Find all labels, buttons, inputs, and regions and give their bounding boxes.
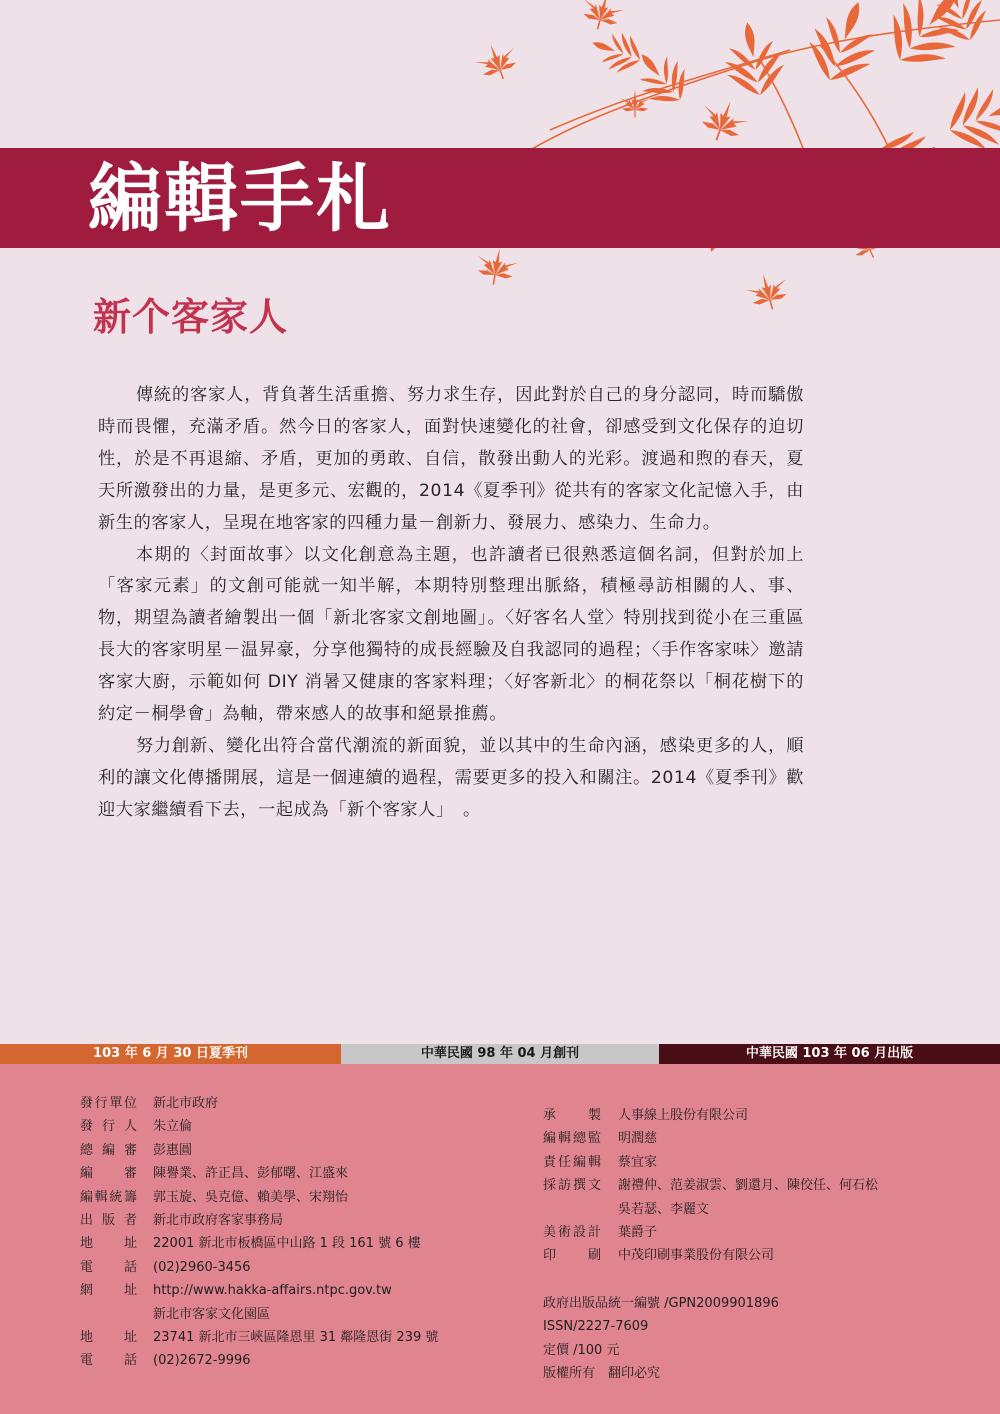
credits-left-column (80, 1092, 438, 1373)
founded-date: 中華民國 98 年 04 月創刊 (341, 1044, 659, 1064)
credit-value: 人事線上股份有限公司 (618, 1108, 749, 1123)
credit-label (80, 1303, 137, 1326)
credit-row (543, 1151, 878, 1174)
publication-info (543, 1292, 878, 1386)
credit-value: 蔡宜家 (618, 1154, 658, 1170)
copyright-notice: 版權所有 翻印必究 (543, 1366, 661, 1382)
credit-row (80, 1279, 438, 1302)
credit-value: 新北市政府客家事務局 (153, 1213, 284, 1229)
issue-info-bar (0, 1044, 1000, 1064)
credit-label: 美術設計 (543, 1225, 601, 1241)
article-body (98, 380, 804, 827)
credit-label: 地址 (80, 1330, 137, 1346)
credit-row (80, 1139, 438, 1162)
credit-value: 中茂印刷事業股份有限公司 (618, 1248, 775, 1264)
credit-label: 電話 (80, 1353, 137, 1369)
gpn-number: 政府出版品統一編號 /GPN2009901896 (543, 1295, 779, 1311)
credit-label: 地址 (80, 1236, 137, 1252)
published-date: 中華民國 103 年 06 月出版 (659, 1044, 1000, 1064)
credit-label: 承製 (543, 1108, 601, 1123)
credit-row (80, 1256, 438, 1279)
credit-label: 發行單位 (80, 1096, 137, 1111)
credit-row (80, 1162, 438, 1185)
credit-row (80, 1209, 438, 1232)
credit-label: 編輯總監 (543, 1131, 601, 1147)
credit-row (80, 1349, 438, 1372)
credit-value: 吳若瑟、李麗文 (618, 1201, 710, 1217)
website-link[interactable]: http://www.hakka-affairs.ntpc.gov.tw (153, 1283, 392, 1299)
credit-label: 印刷 (543, 1248, 601, 1264)
credit-value: 謝禮仲、范姜淑雲、劉還月、陳佼任、何石松 (618, 1178, 879, 1194)
article-paragraph: 傳統的客家人，背負著生活重擔、努力求生存，因此對於自己的身分認同，時而驕傲時而畏懼，充滿矛盾。然今日的客家人，面對快速變化的社會，卻感受到文化保存的迫切性，於是不再退縮、矛盾，更加的勇敢、自信，散發出動人的光彩。渡過和煦的春天，夏天所激發出的力量，是更多元、宏觀的，2014《夏季刊》從共有的客家文化記憶入手，由新生的客家人，呈現在地客家的四種力量－創新力、發展力、感染力、生命力。 (98, 385, 804, 533)
credit-row (80, 1092, 438, 1115)
credit-value: 葉爵子 (618, 1225, 658, 1241)
credit-row (80, 1115, 438, 1138)
credits-section (0, 1064, 1000, 1414)
credit-value: 明潤慈 (618, 1131, 658, 1147)
issue-date: 103 年 6 月 30 日夏季刊 (0, 1044, 341, 1064)
credit-row (543, 1244, 878, 1267)
credit-value: 郭玉旋、吳克億、賴美學、宋翔怡 (153, 1189, 349, 1205)
credit-label: 電話 (80, 1259, 137, 1275)
price: 定價 /100 元 (543, 1342, 620, 1358)
issn-number: ISSN/2227-7609 (543, 1319, 649, 1335)
credit-row (543, 1104, 878, 1127)
credit-value: 22001 新北市板橋區中山路 1 段 161 號 6 樓 (153, 1236, 421, 1252)
credit-label: 採訪撰文 (543, 1178, 601, 1194)
credit-label: 出版者 (80, 1213, 137, 1229)
credit-label: 網址 (80, 1283, 137, 1299)
article-subtitle: 新个客家人 (93, 294, 289, 339)
credit-label: 責任編輯 (543, 1154, 601, 1170)
article-paragraph: 努力創新、變化出符合當代潮流的新面貌，並以其中的生命內涵，感染更多的人，順利的讓文化傳播開展，這是一個連續的過程，需要更多的投入和關注。2014《夏季刊》歡迎大家繼續看下去，一起成為「新个客家人」 。 (98, 735, 804, 820)
credits-right-column (543, 1104, 878, 1385)
credit-row (543, 1221, 878, 1244)
credit-label: 編審 (80, 1166, 137, 1182)
credit-row (543, 1174, 878, 1197)
credit-row (80, 1303, 438, 1326)
credit-label: 發行人 (80, 1119, 137, 1135)
credit-row (80, 1232, 438, 1255)
title-band (0, 148, 1000, 248)
credit-value: (02)2672-9996 (153, 1353, 251, 1369)
credit-value: 23741 新北市三峽區隆恩里 31 鄰隆恩街 239 號 (153, 1330, 439, 1346)
article-paragraph: 本期的〈封面故事〉以文化創意為主題，也許讀者已很熟悉這個名詞，但對於加上「客家元素」的文創可能就一知半解，本期特別整理出脈絡，積極尋訪相關的人、事、物，期望為讀者繪製出一個「新北客家文創地圖」。〈好客名人堂〉特別找到從小在三重區長大的客家明星－温昇豪，分享他獨特的成長經驗及自我認同的過程；〈手作客家味〉邀請客家大廚，示範如何 DIY 消暑又健康的客家料理；〈好客新北〉的桐花祭以「桐花樹下的約定－桐學會」為軸，帶來感人的故事和絕景推薦。 (98, 544, 804, 725)
credit-row (543, 1127, 878, 1150)
credit-value: 陳譽業、許正昌、彭郁曙、江盛來 (153, 1166, 349, 1182)
credit-row (80, 1186, 438, 1209)
credit-row (543, 1198, 878, 1221)
credit-value: 新北市客家文化園區 (153, 1306, 271, 1322)
credit-value: 彭惠圓 (153, 1142, 193, 1158)
credit-value: 新北市政府 (153, 1096, 219, 1111)
credit-label: 總編審 (80, 1142, 137, 1158)
credit-value: (02)2960-3456 (153, 1259, 251, 1275)
credit-label: 編輯統籌 (80, 1189, 137, 1205)
credit-row (80, 1326, 438, 1349)
page-title: 編輯手札 (88, 156, 392, 242)
credit-value: 朱立倫 (153, 1119, 193, 1135)
credit-label (543, 1198, 601, 1221)
